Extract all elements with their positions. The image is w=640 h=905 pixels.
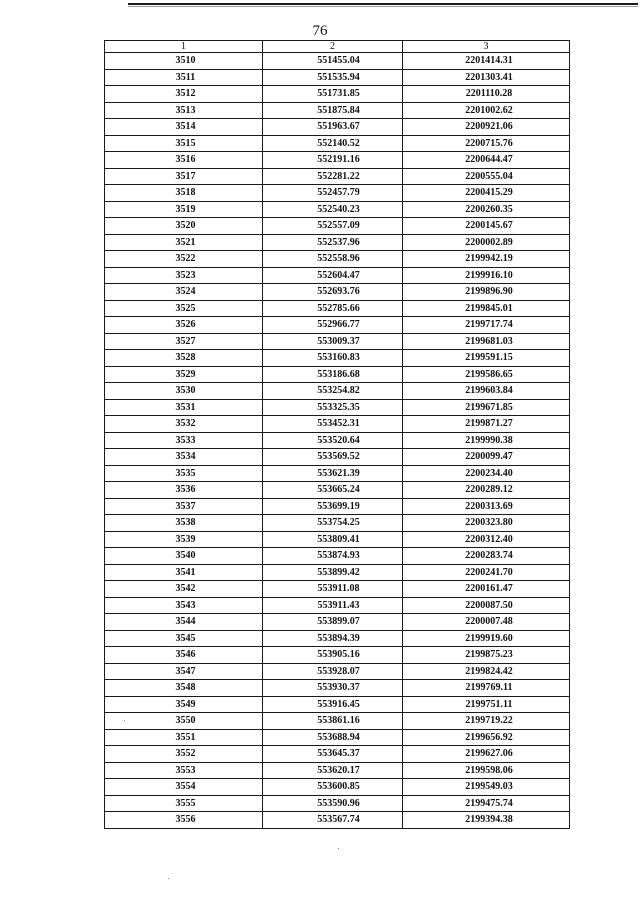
table-row xyxy=(105,465,570,482)
x-coordinate-cell: 551455.04 xyxy=(263,53,403,70)
point-number-cell: 3535 xyxy=(105,465,263,482)
column-header-1: 1 xyxy=(105,41,263,53)
x-coordinate-cell: 552281.22 xyxy=(263,168,403,185)
table-row xyxy=(105,564,570,581)
point-number-cell: 3534 xyxy=(105,449,263,466)
x-coordinate-cell: 553899.42 xyxy=(263,564,403,581)
x-coordinate-cell: 553874.93 xyxy=(263,548,403,565)
table-row xyxy=(105,696,570,713)
table-row xyxy=(105,812,570,829)
point-number-cell: 3555 xyxy=(105,795,263,812)
point-number-cell: 3520 xyxy=(105,218,263,235)
table-row xyxy=(105,762,570,779)
point-number-cell: 3546 xyxy=(105,647,263,664)
y-coordinate-cell: 2199394.38 xyxy=(403,812,570,829)
x-coordinate-cell: 553254.82 xyxy=(263,383,403,400)
table-row xyxy=(105,86,570,103)
y-coordinate-cell: 2200921.06 xyxy=(403,119,570,136)
y-coordinate-cell: 2199627.06 xyxy=(403,746,570,763)
x-coordinate-cell: 552693.76 xyxy=(263,284,403,301)
y-coordinate-cell: 2199919.60 xyxy=(403,630,570,647)
table-row xyxy=(105,333,570,350)
point-number-cell: 3519 xyxy=(105,201,263,218)
point-number-cell: 3538 xyxy=(105,515,263,532)
x-coordinate-cell: 553590.96 xyxy=(263,795,403,812)
column-header-3: 3 xyxy=(403,41,570,53)
y-coordinate-cell: 2201414.31 xyxy=(403,53,570,70)
x-coordinate-cell: 553520.64 xyxy=(263,432,403,449)
x-coordinate-cell: 553621.39 xyxy=(263,465,403,482)
point-number-cell: 3553 xyxy=(105,762,263,779)
y-coordinate-cell: 2200715.76 xyxy=(403,135,570,152)
table-row xyxy=(105,680,570,697)
y-coordinate-cell: 2201002.62 xyxy=(403,102,570,119)
table-row xyxy=(105,317,570,334)
y-coordinate-cell: 2199671.85 xyxy=(403,399,570,416)
y-coordinate-cell: 2200312.40 xyxy=(403,531,570,548)
point-number-cell: 3524 xyxy=(105,284,263,301)
y-coordinate-cell: 2200241.70 xyxy=(403,564,570,581)
y-coordinate-cell: 2200007.48 xyxy=(403,614,570,631)
point-number-cell: 3549 xyxy=(105,696,263,713)
x-coordinate-cell: 553930.37 xyxy=(263,680,403,697)
point-number-cell: 3522 xyxy=(105,251,263,268)
table-row xyxy=(105,795,570,812)
point-number-cell: 3529 xyxy=(105,366,263,383)
y-coordinate-cell: 2200087.50 xyxy=(403,597,570,614)
point-number-cell: 3548 xyxy=(105,680,263,697)
column-header-2: 2 xyxy=(263,41,403,53)
table-body xyxy=(105,53,570,829)
point-number-cell: 3536 xyxy=(105,482,263,499)
y-coordinate-cell: 2200555.04 xyxy=(403,168,570,185)
scan-speck xyxy=(168,878,169,879)
point-number-cell: 3528 xyxy=(105,350,263,367)
table-row xyxy=(105,548,570,565)
table-row xyxy=(105,267,570,284)
y-coordinate-cell: 2199681.03 xyxy=(403,333,570,350)
x-coordinate-cell: 552537.96 xyxy=(263,234,403,251)
x-coordinate-cell: 553600.85 xyxy=(263,779,403,796)
x-coordinate-cell: 552558.96 xyxy=(263,251,403,268)
y-coordinate-cell: 2199549.03 xyxy=(403,779,570,796)
y-coordinate-cell: 2200002.89 xyxy=(403,234,570,251)
y-coordinate-cell: 2200289.12 xyxy=(403,482,570,499)
table-row xyxy=(105,234,570,251)
point-number-cell: 3556 xyxy=(105,812,263,829)
scan-border-shadow xyxy=(128,6,638,7)
table-row xyxy=(105,284,570,301)
x-coordinate-cell: 552191.16 xyxy=(263,152,403,169)
point-number-cell: 3547 xyxy=(105,663,263,680)
y-coordinate-cell: 2200099.47 xyxy=(403,449,570,466)
point-number-cell: 3554 xyxy=(105,779,263,796)
x-coordinate-cell: 553160.83 xyxy=(263,350,403,367)
x-coordinate-cell: 553186.68 xyxy=(263,366,403,383)
point-number-cell: 3550 xyxy=(105,713,263,730)
point-number-cell: 3517 xyxy=(105,168,263,185)
y-coordinate-cell: 2200260.35 xyxy=(403,201,570,218)
y-coordinate-cell: 2199875.23 xyxy=(403,647,570,664)
x-coordinate-cell: 553894.39 xyxy=(263,630,403,647)
x-coordinate-cell: 551963.67 xyxy=(263,119,403,136)
y-coordinate-cell: 2200313.69 xyxy=(403,498,570,515)
x-coordinate-cell: 553325.35 xyxy=(263,399,403,416)
point-number-cell: 3521 xyxy=(105,234,263,251)
x-coordinate-cell: 551731.85 xyxy=(263,86,403,103)
table-row xyxy=(105,647,570,664)
point-number-cell: 3511 xyxy=(105,69,263,86)
point-number-cell: 3513 xyxy=(105,102,263,119)
x-coordinate-cell: 552557.09 xyxy=(263,218,403,235)
x-coordinate-cell: 553905.16 xyxy=(263,647,403,664)
x-coordinate-cell: 551535.94 xyxy=(263,69,403,86)
x-coordinate-cell: 552966.77 xyxy=(263,317,403,334)
table-row xyxy=(105,515,570,532)
x-coordinate-cell: 553567.74 xyxy=(263,812,403,829)
x-coordinate-cell: 553452.31 xyxy=(263,416,403,433)
x-coordinate-cell: 552785.66 xyxy=(263,300,403,317)
table-row xyxy=(105,201,570,218)
x-coordinate-cell: 552457.79 xyxy=(263,185,403,202)
table-row xyxy=(105,416,570,433)
y-coordinate-cell: 2199845.01 xyxy=(403,300,570,317)
x-coordinate-cell: 553665.24 xyxy=(263,482,403,499)
table-row xyxy=(105,218,570,235)
point-number-cell: 3527 xyxy=(105,333,263,350)
point-number-cell: 3540 xyxy=(105,548,263,565)
scan-speck xyxy=(124,720,125,721)
point-number-cell: 3531 xyxy=(105,399,263,416)
y-coordinate-cell: 2199586.65 xyxy=(403,366,570,383)
x-coordinate-cell: 553911.43 xyxy=(263,597,403,614)
point-number-cell: 3516 xyxy=(105,152,263,169)
x-coordinate-cell: 553688.94 xyxy=(263,729,403,746)
point-number-cell: 3518 xyxy=(105,185,263,202)
table-row xyxy=(105,614,570,631)
page-number: 76 xyxy=(312,23,328,39)
x-coordinate-cell: 553754.25 xyxy=(263,515,403,532)
table-row xyxy=(105,663,570,680)
y-coordinate-cell: 2199717.74 xyxy=(403,317,570,334)
y-coordinate-cell: 2199896.90 xyxy=(403,284,570,301)
y-coordinate-cell: 2199990.38 xyxy=(403,432,570,449)
table-row xyxy=(105,102,570,119)
y-coordinate-cell: 2199656.92 xyxy=(403,729,570,746)
table-header-row xyxy=(105,41,570,53)
y-coordinate-cell: 2199598.06 xyxy=(403,762,570,779)
point-number-cell: 3530 xyxy=(105,383,263,400)
table-row xyxy=(105,383,570,400)
y-coordinate-cell: 2199916.10 xyxy=(403,267,570,284)
table-row xyxy=(105,432,570,449)
x-coordinate-cell: 553699.19 xyxy=(263,498,403,515)
table-row xyxy=(105,119,570,136)
table-row xyxy=(105,53,570,70)
x-coordinate-cell: 552604.47 xyxy=(263,267,403,284)
y-coordinate-cell: 2199719.22 xyxy=(403,713,570,730)
point-number-cell: 3515 xyxy=(105,135,263,152)
table-row xyxy=(105,746,570,763)
point-number-cell: 3542 xyxy=(105,581,263,598)
table-row xyxy=(105,366,570,383)
x-coordinate-cell: 552140.52 xyxy=(263,135,403,152)
x-coordinate-cell: 553620.17 xyxy=(263,762,403,779)
y-coordinate-cell: 2200323.80 xyxy=(403,515,570,532)
y-coordinate-cell: 2200161.47 xyxy=(403,581,570,598)
y-coordinate-cell: 2201110.28 xyxy=(403,86,570,103)
x-coordinate-cell: 553916.45 xyxy=(263,696,403,713)
point-number-cell: 3539 xyxy=(105,531,263,548)
table-row xyxy=(105,168,570,185)
table-row xyxy=(105,498,570,515)
table-row xyxy=(105,135,570,152)
x-coordinate-cell: 553569.52 xyxy=(263,449,403,466)
point-number-cell: 3545 xyxy=(105,630,263,647)
table-row xyxy=(105,581,570,598)
point-number-cell: 3514 xyxy=(105,119,263,136)
x-coordinate-cell: 553645.37 xyxy=(263,746,403,763)
point-number-cell: 3526 xyxy=(105,317,263,334)
y-coordinate-cell: 2199769.11 xyxy=(403,680,570,697)
y-coordinate-cell: 2199871.27 xyxy=(403,416,570,433)
x-coordinate-cell: 553009.37 xyxy=(263,333,403,350)
y-coordinate-cell: 2201303.41 xyxy=(403,69,570,86)
table-row xyxy=(105,729,570,746)
point-number-cell: 3551 xyxy=(105,729,263,746)
table-row xyxy=(105,482,570,499)
table-row xyxy=(105,713,570,730)
y-coordinate-cell: 2199475.74 xyxy=(403,795,570,812)
table-row xyxy=(105,597,570,614)
table-row xyxy=(105,300,570,317)
x-coordinate-cell: 551875.84 xyxy=(263,102,403,119)
point-number-cell: 3525 xyxy=(105,300,263,317)
y-coordinate-cell: 2200415.29 xyxy=(403,185,570,202)
x-coordinate-cell: 552540.23 xyxy=(263,201,403,218)
table-row xyxy=(105,251,570,268)
point-number-cell: 3533 xyxy=(105,432,263,449)
point-number-cell: 3541 xyxy=(105,564,263,581)
point-number-cell: 3544 xyxy=(105,614,263,631)
table-row xyxy=(105,779,570,796)
scan-border-line xyxy=(128,3,638,5)
point-number-cell: 3512 xyxy=(105,86,263,103)
table-row xyxy=(105,69,570,86)
x-coordinate-cell: 553861.16 xyxy=(263,713,403,730)
table-row xyxy=(105,630,570,647)
point-number-cell: 3543 xyxy=(105,597,263,614)
y-coordinate-cell: 2199603.84 xyxy=(403,383,570,400)
table-row xyxy=(105,185,570,202)
table-row xyxy=(105,449,570,466)
point-number-cell: 3523 xyxy=(105,267,263,284)
scan-speck xyxy=(338,848,339,849)
point-number-cell: 3552 xyxy=(105,746,263,763)
y-coordinate-cell: 2199591.15 xyxy=(403,350,570,367)
table-row xyxy=(105,152,570,169)
table-row xyxy=(105,350,570,367)
x-coordinate-cell: 553911.08 xyxy=(263,581,403,598)
table-row xyxy=(105,399,570,416)
point-number-cell: 3537 xyxy=(105,498,263,515)
y-coordinate-cell: 2200644.47 xyxy=(403,152,570,169)
point-number-cell: 3510 xyxy=(105,53,263,70)
y-coordinate-cell: 2200283.74 xyxy=(403,548,570,565)
y-coordinate-cell: 2199942.19 xyxy=(403,251,570,268)
y-coordinate-cell: 2199824.42 xyxy=(403,663,570,680)
x-coordinate-cell: 553899.07 xyxy=(263,614,403,631)
y-coordinate-cell: 2199751.11 xyxy=(403,696,570,713)
x-coordinate-cell: 553809.41 xyxy=(263,531,403,548)
x-coordinate-cell: 553928.07 xyxy=(263,663,403,680)
y-coordinate-cell: 2200234.40 xyxy=(403,465,570,482)
table-row xyxy=(105,531,570,548)
y-coordinate-cell: 2200145.67 xyxy=(403,218,570,235)
point-number-cell: 3532 xyxy=(105,416,263,433)
coordinates-table xyxy=(104,40,570,829)
